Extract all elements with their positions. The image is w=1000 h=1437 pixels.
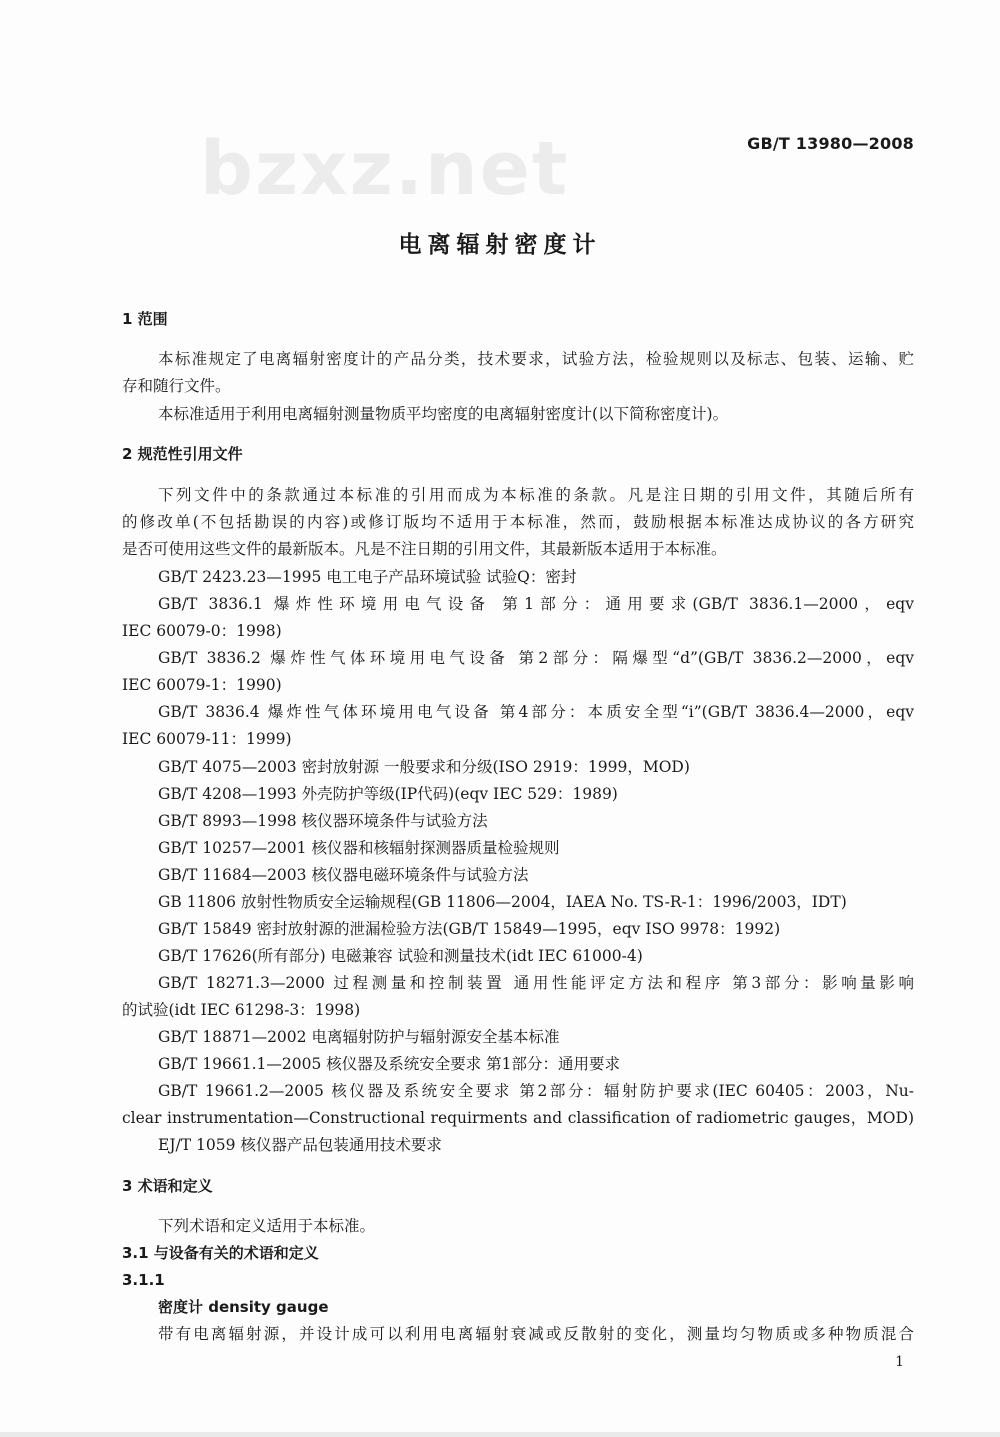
reference-item: GB/T 3836.2 爆炸性气体环境用电气设备 第2部分：隔爆型“d”(GB/T 3836.2—2000，eqv [158,649,914,667]
watermark-text: bzxz.net [200,126,570,212]
reference-item: GB/T 11684—2003 核仪器电磁环境条件与试验方法 [158,866,529,884]
reference-item: GB/T 17626(所有部分) 电磁兼容 试验和测量技术(idt IEC 61000-4) [158,947,643,965]
reference-item: GB/T 19661.2—2005 核仪器及系统安全要求 第2部分：辐射防护要求(IEC 60405：2003，Nu- [158,1082,914,1100]
reference-item: GB/T 4075—2003 密封放射源 一般要求和分级(ISO 2919：1999，MOD) [158,758,690,776]
document-title: 电离辐射密度计 [398,232,602,258]
reference-item: EJ/T 1059 核仪器产品包装通用技术要求 [158,1136,442,1154]
section-1-heading: 1 范围 [122,310,168,328]
section-1-paragraph-1-line-1: 本标准规定了电离辐射密度计的产品分类，技术要求，试验方法，检验规则以及标志、包装、运输、贮 [158,350,914,368]
reference-item-continuation: IEC 60079-11：1999) [122,730,292,748]
section-2-heading: 2 规范性引用文件 [122,445,243,463]
section-3-heading: 3 术语和定义 [122,1177,213,1195]
reference-item-continuation: 的试验(idt IEC 61298-3：1998) [122,1001,361,1019]
page-number: 1 [895,1354,904,1370]
reference-item: GB/T 3836.1 爆炸性环境用电气设备 第1部分：通用要求(GB/T 3836.1—2000，eqv [158,595,914,613]
section-1-paragraph-2: 本标准适用于利用电离辐射测量物质平均密度的电离辐射密度计(以下简称密度计)。 [158,405,729,423]
reference-item: GB/T 18271.3—2000 过程测量和控制装置 通用性能评定方法和程序 第3部分：影响量影响 [158,974,914,992]
section-1-paragraph-1-line-2: 存和随行文件。 [122,377,231,395]
reference-item: GB/T 4208—1993 外壳防护等级(IP代码)(eqv IEC 529：1989) [158,785,618,803]
reference-item: GB/T 15849 密封放射源的泄漏检验方法(GB/T 15849—1995，eqv ISO 9978：1992) [158,920,781,938]
reference-item: GB/T 19661.1—2005 核仪器及系统安全要求 第1部分：通用要求 [158,1055,621,1073]
reference-item: GB/T 10257—2001 核仪器和核辐射探测器质量检验规则 [158,839,560,857]
reference-item-continuation: IEC 60079-1：1990) [122,676,282,694]
subsection-3-1-heading: 3.1 与设备有关的术语和定义 [122,1244,319,1262]
reference-item: GB 11806 放射性物质安全运输规程(GB 11806—2004，IAEA No. TS-R-1：1996/2003，IDT) [158,893,847,911]
reference-item-continuation: clear instrumentation—Constructional requirments and classification of radiometric gauges，MOD) [122,1109,914,1127]
section-2-intro-line-3: 是否可使用这些文件的最新版本。凡是不注日期的引用文件，其最新版本适用于本标准。 [122,540,727,558]
standard-code: GB/T 13980—2008 [747,134,914,153]
reference-item: GB/T 2423.23—1995 电工电子产品环境试验 试验Q：密封 [158,568,577,586]
section-3-intro: 下列术语和定义适用于本标准。 [158,1217,376,1235]
page-bottom-edge [0,1432,1000,1437]
reference-item-continuation: IEC 60079-0：1998) [122,622,282,640]
term-name: 密度计 density gauge [158,1298,329,1316]
reference-item: GB/T 18871—2002 电离辐射防护与辐射源安全基本标准 [158,1028,560,1046]
term-number: 3.1.1 [122,1271,165,1289]
reference-item: GB/T 3836.4 爆炸性气体环境用电气设备 第4部分：本质安全型“i”(GB/T 3836.4—2000，eqv [158,703,914,721]
term-definition: 带有电离辐射源，并设计成可以利用电离辐射衰减或反散射的变化，测量均匀物质或多种物质混合 [158,1325,914,1343]
reference-item: GB/T 8993—1998 核仪器环境条件与试验方法 [158,812,488,830]
section-2-intro-line-2: 的修改单(不包括勘误的内容)或修订版均不适用于本标准，然而，鼓励根据本标准达成协议的各方研究 [122,513,914,531]
section-2-intro-line-1: 下列文件中的条款通过本标准的引用而成为本标准的条款。凡是注日期的引用文件，其随后所有 [158,486,914,504]
